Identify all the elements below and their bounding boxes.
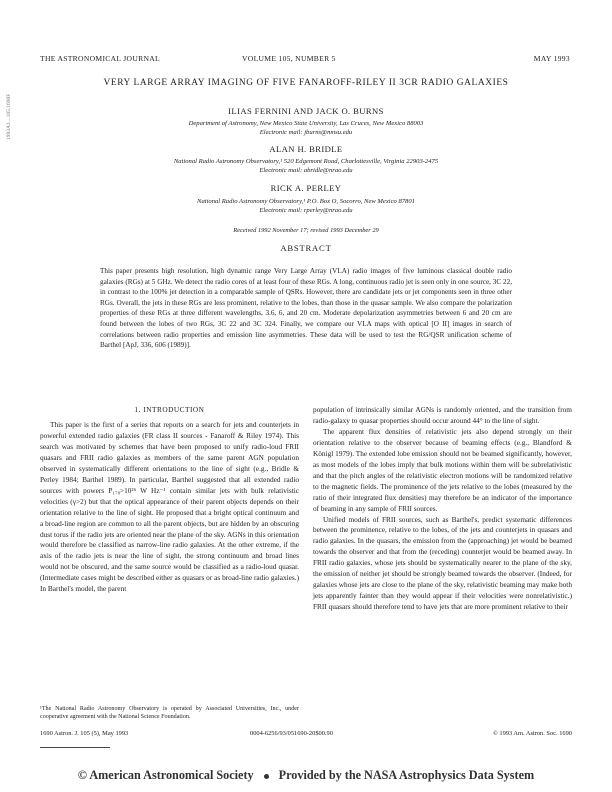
issue-date: MAY 1993 — [533, 54, 570, 63]
affiliation-text-2: National Radio Astronomy Observatory,¹ 520 Edgemont Road, Charlottesville, Virginia 22903-2475 — [173, 158, 439, 165]
footnote-rule — [40, 747, 110, 748]
author-affiliation-2 — [80, 158, 532, 176]
received-dates: Received 1992 November 17; revised 1993 December 29 — [233, 227, 379, 234]
email-1: Electronic mail: jburns@nmsu.edu — [259, 128, 353, 136]
abstract-body: This paper presents high resolution, high dynamic range Very Large Array (VLA) radio images of five luminous classical double radio galaxies (RGs) at 5 GHz. We detect the radio cores of at least four of these RGs. A long, continuous radio jet is seen only in one source, 3C 22, in contrast to the 100% jet detection in a comparable sample of QSRs. However, there are candidate jets or jet components seen in three other RGs. Overall, the jets in these RGs are less prominent, relative to the lobes, than those in the quasar sample. We also compare the polarization properties of these RGs at three different wavelengths, 3.6, 6, and 20 cm. Moderate depolarization asymmetries between 6 and 20 cm are found between the lobes of two RGs, 3C 22 and 3C 324. Finally, we compare our VLA maps with optical [O II] images in search of correlations between radio properties and emission line asymmetries. These data will be used to test the RG/QSR unification scheme of Barthel [ApJ, 336, 606 (1989)]. — [100, 267, 512, 350]
author-names-1: ILIAS FERNINI AND JACK O. BURNS — [228, 106, 384, 116]
paragraph: This paper is the first of a series that reports on a search for jets and counterjets in powerful extended radio galaxies (FR class II sources - Fanaroff & Riley 1974). This search was motivated by schemes that have been proposed to unify radio-loud FRII quasars and FRII radio galaxies as members of the same parent AGN population observed in systematically different orientations to the line of sight (e.g., Bridle & Perley 1984; Barthel 1989). In particular, Barthel suggested that all extended radio sources with powers P₁₇₈>10²⁶ W Hz⁻¹ contain similar jets with bulk relativistic velocities (γ>2) but that the optical appearance of their parent objects depends on their orientation relative to the line of sight. He proposed that a bright optical continuum and a broad-line region are common to all the parent objects, but are hidden by an obscuring dust torus if the radio jets are oriented near the plane of the sky. AGNs in this orientation would therefore be classified as narrow-line radio galaxies. At the other extreme, if the axis of the radio jets is near the line of sight, the strong continuum and broad lines would not be obscured, and the same source would be classified as a radio-loud quasar. (Intermediate cases might be described either as quasars or as broad-line radio galaxies.) In Barthel's model, the parent — [40, 420, 299, 594]
paragraph: Unified models of FRII sources, such as Barthel's, predict systematic differences between the prominence, relative to the lobes, of the jets and counterjets in quasars and radio galaxies. In the quasars, the emission from the (approaching) jet would be beamed towards the observer and that from the (receding) counterjet would be beamed away. In FRII radio galaxies, whose jets should be systematically nearer to the plane of the sky, the emission of neither jet should be strongly beamed towards the observer. (Indeed, for galaxies whose jets are close to the plane of the sky, relativistic beaming may make both jets apparently fainter than they would appear if their velocities were nonrelativistic.) FRII quasars should therefore tend to have jets that are more prominent relative to their — [313, 514, 572, 612]
author-names-3: RICK A. PERLEY — [270, 183, 342, 193]
paragraph: The apparent flux densities of relativistic jets also depend strongly on their orientation relative to the observer because of beaming effects (e.g., Blandford & Königl 1979). The extended lobe emission should not be beamed significantly, however, as most models of the lobes imply that bulk motions within them will be subrelativistic and that the pitch angles of the relativistic electron motions will be randomized relative to the magnetic fields. The prominence of the jets relative to the lobes (measured by the ratio of their integrated flux densities) may therefore be an indicator of the importance of beaming in any sample of FRII sources. — [313, 426, 572, 513]
footer-code: 0004-6256/93/051690-20$00.90 — [250, 730, 333, 737]
section-heading-introduction: 1. INTRODUCTION — [134, 405, 205, 414]
footer-copyright: © 1993 Am. Astron. Soc. 1690 — [492, 730, 572, 737]
ads-provider: Provided by the NASA Astrophysics Data System — [278, 768, 535, 782]
author-affiliation-3 — [100, 198, 512, 216]
author-names-2: ALAN H. BRIDLE — [269, 144, 343, 154]
ads-banner — [0, 768, 612, 783]
footnote: ¹The National Radio Astronomy Observatory is operated by Associated Universities, Inc., under cooperative agreement with the National Science Foundation. — [40, 706, 299, 720]
email-3: Electronic mail: rperley@nrao.edu — [259, 206, 353, 214]
bullet-icon — [264, 774, 269, 779]
journal-name: THE ASTRONOMICAL JOURNAL — [40, 54, 160, 63]
page-footer — [40, 730, 572, 740]
affiliation-text-3: National Radio Astronomy Observatory,¹ P.O. Box O, Socorro, New Mexico 87801 — [197, 198, 415, 205]
running-header — [40, 54, 570, 66]
abstract-heading: ABSTRACT — [280, 243, 332, 253]
body-column-right — [313, 405, 572, 613]
affiliation-text-1: Department of Astronomy, New Mexico State University, Las Cruces, New Mexico 88003 — [188, 120, 424, 127]
author-affiliation-1 — [100, 120, 512, 138]
ads-copyright: © American Astronomical Society — [77, 768, 254, 782]
body-column-left — [40, 420, 299, 595]
email-2: Electronic mail: abridle@nrao.edu — [259, 166, 353, 174]
volume-number: VOLUME 105, NUMBER 5 — [242, 54, 336, 63]
bibcode-stamp: 1993AJ....105.1690F — [6, 93, 12, 140]
paper-title: VERY LARGE ARRAY IMAGING OF FIVE FANAROFF-RILEY II 3CR RADIO GALAXIES — [103, 78, 509, 88]
footer-citation: 1690 Astron. J. 105 (5), May 1993 — [40, 730, 129, 737]
paragraph: population of intrinsically similar AGNs is randomly oriented, and the transition from radio-galaxy to quasar properties should occur around 44° to the line of sight. — [313, 405, 572, 425]
